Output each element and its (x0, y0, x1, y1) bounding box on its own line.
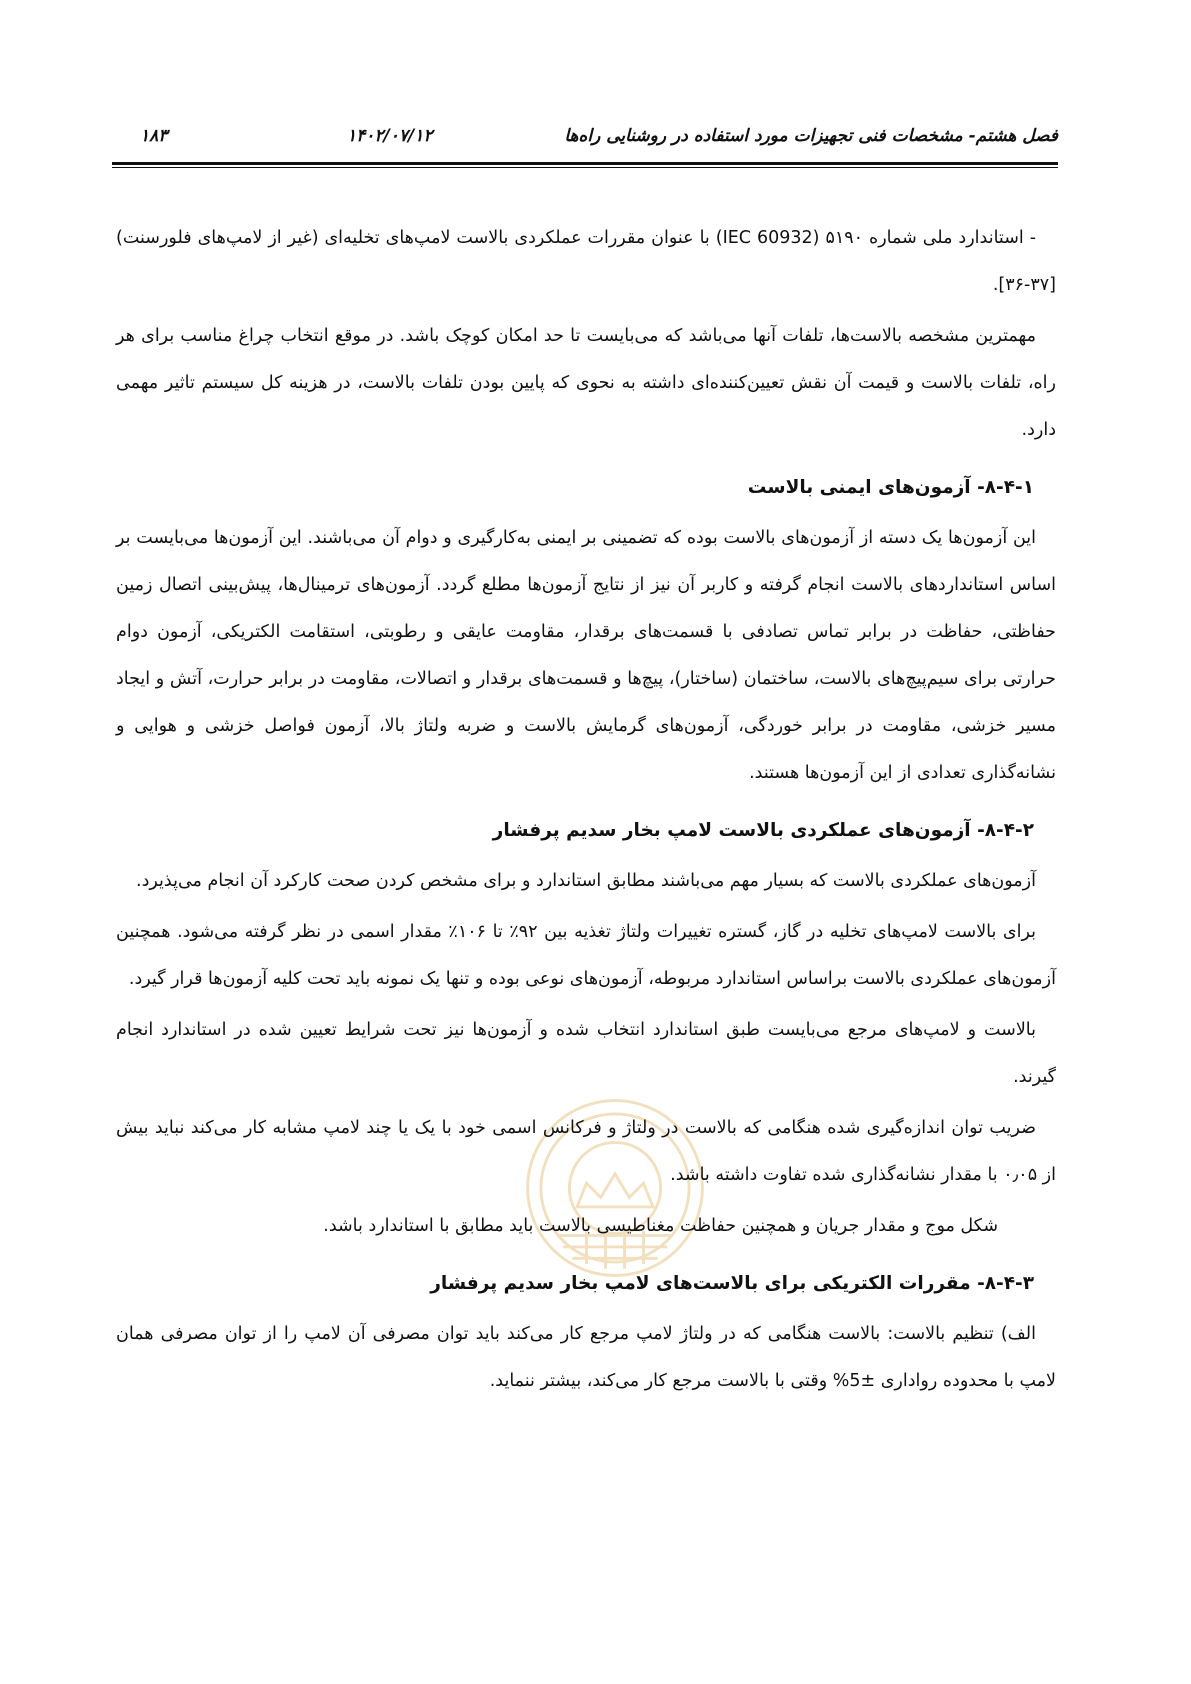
chapter-title: فصل هشتم- مشخصات فنی تجهیزات مورد استفاده در روشنایی راه‌ها (564, 126, 1058, 146)
paragraph-ballast-losses: مهمترین مشخصه بالاست‌ها، تلفات آنها می‌باشد که می‌بایست تا حد امکان کوچک باشد. در موقع انتخاب چراغ مناسب برای هر راه، تلفات بالاست و قیمت آن نقش تعیین‌کننده‌ای داشته به نحوی که پایین بودن تلفات بالاست، در هزینه کل سیستم تاثیر مهمی دارد. (116, 326, 1056, 440)
header-date: ۱۴۰۲/۰۷/۱۲ (347, 126, 433, 146)
heading-electrical-regulations: ۸-۴-۳- مقررات الکتریکی برای بالاست‌های لامپ بخار سدیم پرفشار (430, 1273, 1034, 1294)
paragraph-voltage-range: برای بالاست لامپ‌های تخلیه در گاز، گستره تغییرات ولتاژ تغذیه بین ۹۲٪ تا ۱۰۶٪ مقدار اسمی در نظر گرفته می‌شود. همچنین آزمون‌های عملکردی بالاست براساس استاندارد مربوطه، آزمون‌های نوعی بوده و تنها یک نمونه باید تحت کلیه آزمون‌ها قرار گیرد. (116, 922, 1056, 989)
paragraph-power-factor: ضریب توان اندازه‌گیری شده هنگامی که بالاست در ولتاژ و فرکانس اسمی خود با یک یا چند لامپ مشابه کار می‌کند نباید بیش از ۰٫۰۵ با مقدار نشانه‌گذاری شده تفاوت داشته باشد. (116, 1118, 1056, 1185)
paragraph-safety-tests: این آزمون‌ها یک دسته از آزمون‌های بالاست بوده که تضمینی بر ایمنی به‌کارگیری و دوام آن می‌باشند. این آزمون‌ها می‌بایست بر اساس استانداردهای بالاست انجام گرفته و کاربر آن نیز از نتایج آزمون‌ها مطلع گردد. آزمون‌های ترمینال‌ها، پیش‌بینی اتصال زمین حفاظتی، حفاظت در برابر تماس تصادفی با قسمت‌های برقدار، مقاومت عایقی و رطوبتی، استقامت الکتریکی، آزمون دوام حرارتی برای سیم‌پیچ‌های بالاست، ساختمان (ساختار)، پیچ‌ها و قسمت‌های برقدار و اتصالات، مقاومت در برابر حرارت، آتش و ایجاد مسیر خزشی، مقاومت در برابر خوردگی، آزمون‌های گرمایش بالاست و ضربه ولتاژ بالا، آزمون فواصل خزشی و هوایی و نشانه‌گذاری تعدادی از این آزمون‌ها هستند. (116, 528, 1056, 783)
paragraph-ballast-adjustment: الف) تنظیم بالاست: بالاست هنگامی که در ولتاژ لامپ مرجع کار می‌کند باید توان مصرفی آن لامپ را از توان مصرفی همان لامپ با محدوده رواداری ±5% وقتی با بالاست مرجع کار می‌کند، بیشتر ننماید. (116, 1324, 1056, 1391)
heading-safety-tests: ۸-۴-۱- آزمون‌های ایمنی بالاست (747, 477, 1034, 498)
paragraph-reference-lamps: بالاست و لامپ‌های مرجع می‌بایست طبق استاندارد انتخاب شده و آزمون‌ها نیز تحت شرایط تعیین شده در استاندارد انجام گیرند. (116, 1020, 1056, 1087)
header-rule-thick (112, 162, 1058, 165)
header-rule-thin (112, 167, 1058, 168)
main-content (116, 215, 1056, 1405)
heading-performance-tests: ۸-۴-۲- آزمون‌های عملکردی بالاست لامپ بخار سدیم پرفشار (492, 820, 1034, 841)
paragraph-performance-intro: آزمون‌های عملکردی بالاست که بسیار مهم می‌باشند مطابق استاندارد و برای مشخص کردن صحت کارکرد آن انجام می‌پذیرد. (136, 871, 1036, 891)
page-header (112, 126, 1058, 156)
page-number: ۱۸۳ (140, 126, 168, 146)
paragraph-standard-5190: - استاندارد ملی شماره ۵۱۹۰ (IEC 60932) با عنوان مقررات عملکردی بالاست لامپ‌های تخلیه‌ای (غیر از لامپ‌های فلورسنت)[۳۷-۳۶]. (116, 228, 1056, 295)
paragraph-waveform: شکل موج و مقدار جریان و همچنین حفاظت مغناطیسی بالاست باید مطابق با استاندارد باشد. (323, 1216, 998, 1236)
